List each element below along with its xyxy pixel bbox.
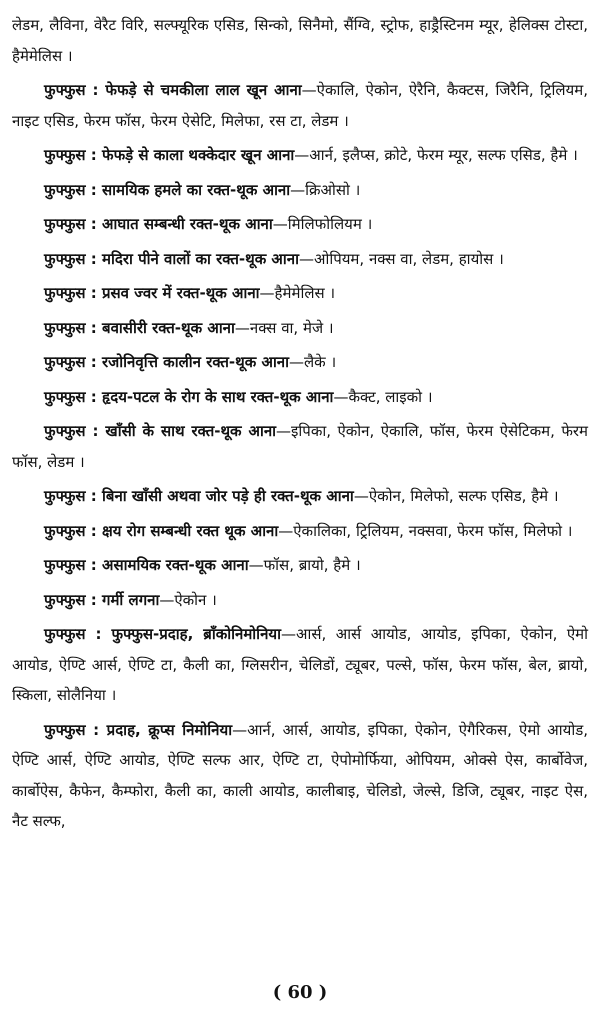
entry-paragraph [12,619,588,711]
entry-paragraph [12,550,588,581]
entry-paragraph [12,75,588,136]
entry-heading: फुफ्फुस : असामयिक रक्त-थूक आना [44,556,249,574]
em-dash: — [353,487,369,505]
em-dash: — [298,249,314,268]
entry-paragraph [12,516,588,547]
entry-heading: फुफ्फुस : रजोनिवृत्ति कालीन रक्त-थूक आना [44,353,290,371]
remedy-list: नक्स वा, मेजे । [249,318,334,337]
entry-heading: फुफ्फुस : फुफ्फुस-प्रदाह, ब्राँकोनिमोनिया [44,625,281,643]
em-dash: — [248,556,264,574]
em-dash: — [301,81,317,99]
em-dash: — [276,422,292,440]
remedy-list: आर्स, आर्स आयोड, आयोड, इपिका, ऐकोन, ऐमो आयोड, ऐण्टि आर्स, ऐण्टि टा, कैली का, ग्लिसरीन, चेलिडों, ट्यूबर, पल्से, फॉस, फेरम फॉस, बेल, ब्रायो, स्किला, सोलैनिया । [12,625,588,704]
entry-heading: फुफ्फुस : बवासीरी रक्त-थूक आना [44,318,235,337]
em-dash: — [280,625,296,643]
entry-paragraph [12,140,588,171]
entry-paragraph [12,278,588,309]
entry-heading: फुफ्फुस : आघात सम्बन्धी रक्त-थूक आना [44,215,273,233]
entry-paragraph [12,313,588,344]
remedy-list: कैक्ट, लाइको । [348,387,433,406]
entry-heading: फुफ्फुस : बिना खाँसी अथवा जोर पड़े ही रक्त-थूक आना [44,487,354,505]
remedy-list: ऐकालिका, ट्रिलियम, नक्सवा, फेरम फॉस, मिलेफो । [293,521,573,540]
em-dash: — [159,590,175,609]
entry-heading: फुफ्फुस : प्रसव ज्वर में रक्त-थूक आना [44,284,260,302]
entry-paragraph [12,382,588,413]
entry-paragraph [12,175,588,206]
em-dash: — [259,284,275,302]
remedy-list: ऐकालि, ऐकोन, ऐरैनि, कैक्टस, जिरैनि, ट्रिलियम, नाइट एसिड, फेरम फॉस, फेरम ऐसेटि, मिलेफा, रस टा, लेडम । [12,81,588,130]
entry-paragraph [12,209,588,240]
entry-paragraph [12,10,588,71]
entry-heading: फुफ्फुस : मदिरा पीने वालों का रक्त-थूक आना [44,249,299,268]
entry-paragraph [12,416,588,477]
remedy-list: ऐकोन । [174,590,217,609]
remedy-list: आर्न, आर्स, आयोड, इपिका, ऐकोन, ऐगैरिकस, ऐमो आयोड, ऐण्टि आर्स, ऐण्टि आयोड, ऐण्टि सल्फ आर, ऐण्टि टा, ऐपोमोर्फिया, ओपियम, ओक्से ऐस, कार्बोवेज, कार्बोऐस, कैफेन, कैम्फोरा, कैली का, काली आयोड, कालीबाइ, चेलिडो, जेल्से, डिजि, ट्यूबर, नाइट ऐस, नैट सल्फ, [12,720,588,830]
em-dash: — [278,521,294,540]
entry-heading: फुफ्फुस : हृदय-पटल के रोग के साथ रक्त-थूक आना [44,387,334,406]
entry-paragraph [12,347,588,378]
entry-paragraph [12,585,588,616]
entry-heading: फुफ्फुस : प्रदाह, क्रूप्स निमोनिया [44,720,233,739]
remedy-list: लेडम, लैविना, वेरैट विरि, सल्फ्यूरिक एसिड, सिन्को, सिनैमो, सैंग्वि, स्ट्रोफ, हाड्रैस्टिनम म्यूर, हेलिक्स टोस्टा, हैमेमेलिस । [12,16,588,65]
entry-paragraph [12,715,588,837]
entry-heading: फुफ्फुस : फेफड़े से काला थक्केदार खून आना [44,146,295,164]
remedy-list: लैके । [304,353,337,371]
em-dash: — [232,720,248,739]
entry-heading: फुफ्फुस : सामयिक हमले का रक्त-थूक आना [44,180,291,199]
entry-paragraph [12,481,588,512]
remedy-list: ओपियम, नक्स वा, लेडम, हायोस । [313,249,504,268]
em-dash: — [294,146,310,164]
remedy-list: फॉस, ब्रायो, हैमे । [263,556,361,574]
em-dash: — [289,353,305,371]
remedy-list: मिलिफोलियम । [287,215,373,233]
remedy-list: हैमेमेलिस । [274,284,336,302]
remedy-list: इपिका, ऐकोन, ऐकालि, फॉस, फेरम ऐसेटिकम, फेरम फॉस, लेडम । [12,422,588,471]
entry-heading: फुफ्फुस : फेफड़े से चमकीला लाल खून आना [44,81,302,99]
remedy-list: आर्न, इलैप्स, क्रोटे, फेरम म्यूर, सल्फ एसिड, हैमे । [309,146,578,164]
em-dash: — [234,318,250,337]
em-dash: — [333,387,349,406]
page-content [12,10,588,837]
entry-heading: फुफ्फुस : गर्मी लगना [44,590,160,609]
page-number: ( 60 ) [272,982,328,1003]
entry-heading: फुफ्फुस : खाँसी के साथ रक्त-थूक आना [44,422,277,440]
em-dash: — [272,215,288,233]
entry-heading: फुफ्फुस : क्षय रोग सम्बन्धी रक्त थूक आना [44,521,279,540]
em-dash: — [290,180,306,199]
entry-paragraph [12,244,588,275]
remedy-list: क्रिओसो । [305,180,361,199]
remedy-list: ऐकोन, मिलेफो, सल्फ एसिड, हैमे । [368,487,559,505]
